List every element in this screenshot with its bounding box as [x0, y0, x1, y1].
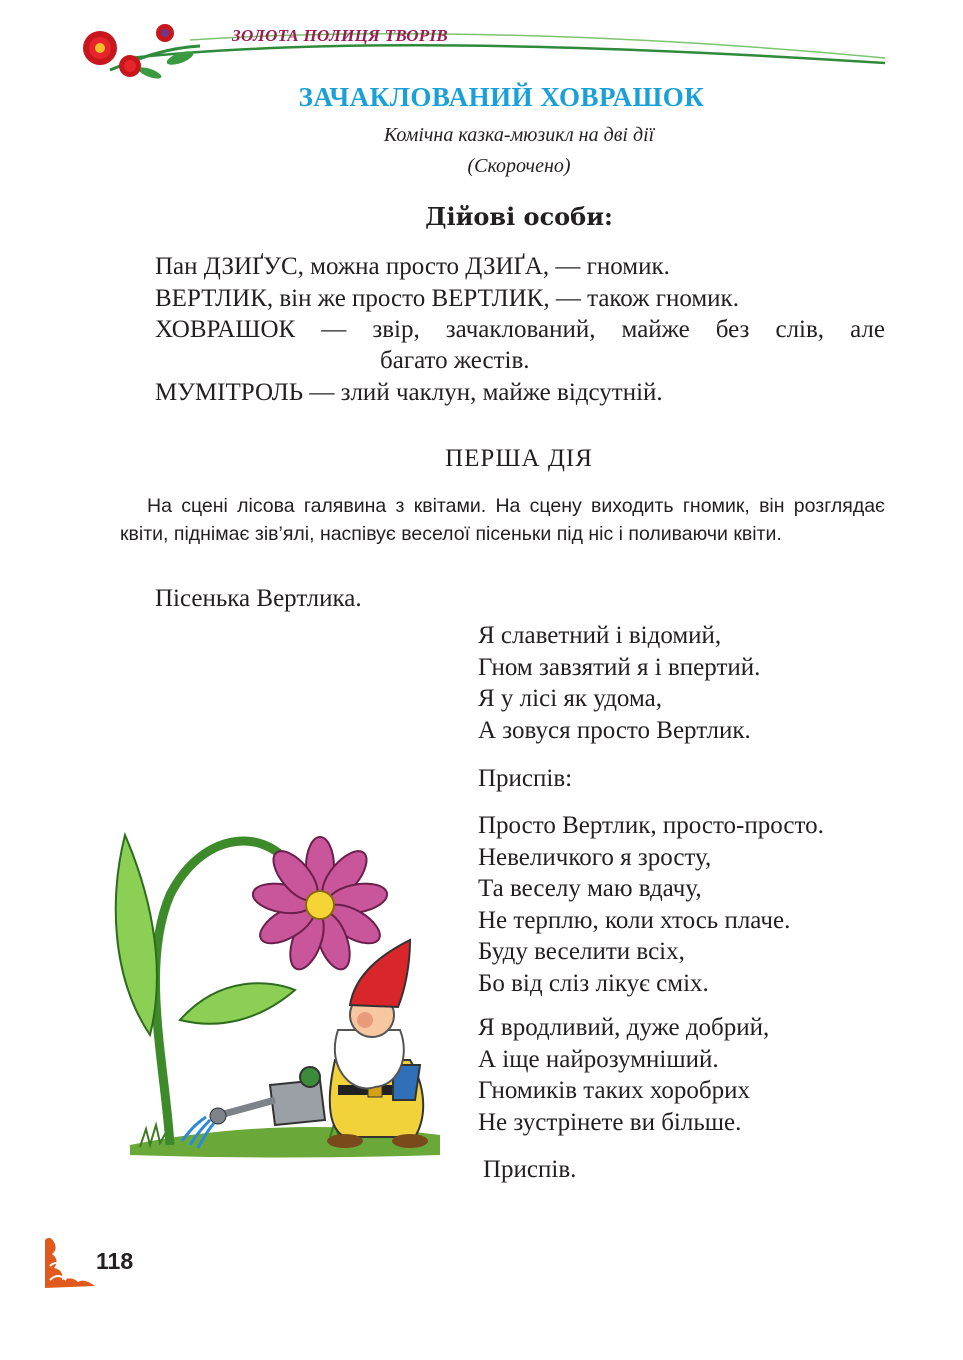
refrain-label: Приспів:	[478, 765, 573, 792]
verse-line: Гном завзятий я і впертий.	[478, 653, 761, 681]
page-number: 118	[96, 1248, 134, 1274]
act-heading: ПЕРША ДІЯ	[445, 445, 593, 472]
refrain	[478, 810, 908, 999]
verse-line: А зовуся просто Вертлик.	[478, 716, 751, 744]
play-note: (Скорочено)	[467, 155, 571, 177]
cast-line: Пан ДЗИҐУС, можна просто ДЗИҐА, — гномик.	[155, 253, 670, 280]
verse-2	[478, 1012, 908, 1138]
play-title: ЗАЧАКЛОВАНИЙ ХОВРАШОК	[298, 82, 705, 112]
ornament-icon	[40, 1230, 100, 1290]
verse-line: Я вродливий, дуже добрий,	[478, 1014, 770, 1041]
red-flowers-icon	[70, 18, 890, 90]
cast-line: МУМІТРОЛЬ — злий чаклун, майже відсутній.	[155, 379, 663, 406]
verse-line: Не терплю, коли хтось плаче.	[478, 906, 791, 934]
series-title: ЗОЛОТА ПОЛИЦЯ ТВОРІВ	[232, 26, 449, 45]
verse-line: Бо від сліз лікує сміх.	[478, 969, 709, 997]
play-subtitle: Комічна казка-мюзикл на дві дії	[383, 124, 655, 146]
cast-line: ХОВРАШОК — звір, зачаклований, майже без слів, але	[155, 316, 885, 343]
verse-line: Я славетний і відомий,	[478, 622, 722, 649]
verse-line: Просто Вертлик, просто-просто.	[478, 812, 824, 839]
verse-line: Невеличкого я зросту,	[478, 843, 712, 871]
verse-line: Гномиків таких хоробрих	[478, 1077, 750, 1104]
verse-line: Та веселу маю вдачу,	[478, 875, 702, 902]
verse-line: Буду веселити всіх,	[478, 938, 685, 965]
cast-line: ВЕРТЛИК, він же просто ВЕРТЛИК, — також гномик.	[155, 285, 739, 312]
verse-line: А іще найрозумніший.	[478, 1045, 719, 1073]
verse-line: Не зустрінете ви більше.	[478, 1108, 742, 1136]
stage-direction: На сцені лісова галявина з квітами. На сцену виходить гномик, він розглядає квіти, піднімає зів’ялі, наспівує веселої пісеньки під ніс і поливаючи квіти.	[120, 495, 885, 545]
cast-heading: Дійові особи:	[425, 202, 613, 231]
refrain-repeat: Приспів.	[483, 1156, 577, 1183]
gnome-watering-flower-illustration	[110, 815, 450, 1160]
verse-1	[478, 620, 908, 746]
verse-line: Я у лісі як удома,	[478, 685, 662, 712]
song-title: Пісенька Вертлика.	[155, 585, 362, 612]
cast-line: багато жестів.	[380, 347, 530, 374]
